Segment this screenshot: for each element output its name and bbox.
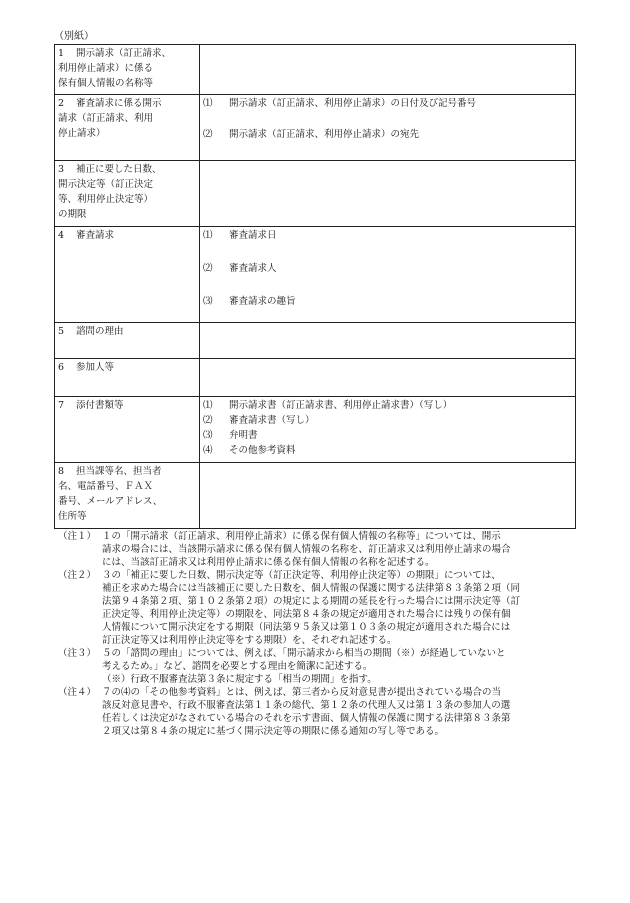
row-label-line: 添付書類等 (76, 400, 124, 411)
note-line: ５の「諮問の理由」については、例えば、「開示請求から相当の期間（※）が経過していないと (102, 648, 506, 659)
note-1 (58, 530, 580, 569)
row-label-line: 補正に要した日数、 (76, 164, 162, 175)
note-label: （注３） (58, 648, 97, 659)
row-label-line: 担当課等名、担当者 (76, 466, 162, 477)
form-row-5 (55, 323, 576, 359)
row-number: 3 (58, 164, 65, 175)
note-line: には、当該訂正請求又は利用停止請求に係る保有個人情報の名称を記述する。 (102, 557, 435, 568)
row-label-line: 開示決定等（訂正決定 (58, 179, 154, 190)
row-number: 6 (58, 362, 65, 373)
row-3-value (200, 161, 576, 227)
consultation-form-table (54, 44, 576, 529)
row-label-line: 住所等 (58, 511, 87, 522)
sub-item: ⑶ 審査請求の趣旨 (203, 296, 296, 307)
note-2 (58, 569, 580, 647)
sub-item: ⑴ 開示請求（訂正請求、利用停止請求）の日付及び記号番号 (203, 98, 477, 109)
form-row-1 (55, 45, 576, 95)
row-label-line: 審査請求 (76, 230, 115, 241)
row-2-value (200, 95, 576, 161)
sub-item: ⑴ 審査請求日 (203, 230, 277, 241)
row-3-label (55, 161, 200, 227)
row-number: 8 (58, 466, 65, 477)
note-label: （注４） (58, 687, 97, 698)
row-number: 1 (58, 48, 65, 59)
row-1-label (55, 45, 200, 95)
form-row-6 (55, 359, 576, 397)
form-row-3 (55, 161, 576, 227)
note-line: ７の⑷の「その他参考資料」とは、例えば、第三者から反対意見書が提出されている場合の当 (102, 687, 502, 698)
row-2-label (55, 95, 200, 161)
sub-item: ⑵ 審査請求人 (203, 263, 277, 274)
row-label-line: 審査請求に係る開示 (76, 98, 162, 109)
note-label: （注２） (58, 570, 97, 581)
row-number: 2 (58, 98, 65, 109)
row-label-line: 利用停止請求）に係る (58, 63, 154, 74)
row-4-label (55, 227, 200, 323)
form-row-8 (55, 463, 576, 529)
row-number: 7 (58, 400, 65, 411)
row-8-label (55, 463, 200, 529)
note-line: １の「開示請求（訂正請求、利用停止請求）に係る保有個人情報の名称等」については、開示 (102, 531, 501, 542)
row-label-line: 等、利用停止決定等） (58, 194, 154, 205)
form-row-2 (55, 95, 576, 161)
note-line: 考えるため。」など、諮問を必要とする理由を簡潔に記述する。 (102, 661, 373, 672)
row-label-line: 停止請求） (58, 128, 106, 139)
form-row-7 (55, 397, 576, 463)
note-label: （注１） (58, 531, 97, 542)
row-label-line: の期限 (58, 209, 87, 220)
note-line: 正決定等、利用停止決定等）の期限を、同法第８４条の規定が適用された場合には残りの保有個 (102, 609, 511, 620)
row-5-value (200, 323, 576, 359)
note-line: ２項又は第８４条の規定に基づく開示決定等の期限に係る通知の写し等である。 (102, 726, 445, 737)
row-label-line: 諮問の理由 (76, 326, 124, 337)
row-4-value (200, 227, 576, 323)
sub-item: ⑵ 審査請求書（写し） (203, 415, 315, 426)
row-number: 5 (58, 326, 65, 337)
row-label-line: 番号、メールアドレス、 (58, 496, 163, 507)
note-4 (58, 686, 580, 738)
note-line: 補正を求めた場合には当該補正に要した日数を、個人情報の保護に関する法律第８３条第２項（同 (102, 583, 521, 594)
row-label-line: 開示請求（訂正請求、 (76, 48, 172, 59)
note-line: 法第９４条第２項、第１０２条第２項）の規定による期間の延長を行った場合には開示決定等（訂 (102, 596, 521, 607)
note-line: 該反対意見書や、行政不服審査法第１１条の総代、第１２条の代理人又は第１３条の参加人の選 (102, 700, 511, 711)
row-8-value (200, 463, 576, 529)
sub-item: ⑵ 開示請求（訂正請求、利用停止請求）の宛先 (203, 129, 420, 140)
note-line: 請求の場合には、当該開示請求に係る保有個人情報の名称を、訂正請求又は利用停止請求の場合 (102, 544, 511, 555)
row-label-line: 保有個人情報の名称等 (58, 78, 154, 89)
attachment-label: （別紙） (54, 31, 94, 42)
row-label-line: 参加人等 (76, 362, 115, 373)
row-1-value (200, 45, 576, 95)
sub-item: ⑷ その他参考資料 (203, 445, 296, 456)
note-line: （※）行政不服審査法第３条に規定する「相当の期間」を指す。 (102, 674, 377, 685)
row-5-label (55, 323, 200, 359)
row-6-value (200, 359, 576, 397)
row-label-line: 名、電話番号、ＦＡＸ (58, 481, 154, 492)
note-line: 訂正決定等又は利用停止決定等をする期限）を、それぞれ記述する。 (102, 635, 397, 646)
row-label-line: 請求（訂正請求、利用 (58, 113, 154, 124)
row-7-value (200, 397, 576, 463)
row-6-label (55, 359, 200, 397)
note-3 (58, 647, 580, 686)
note-line: 任若しくは決定がなされている場合のそれを示す書面、個人情報の保護に関する法律第８３条第 (102, 713, 511, 724)
sub-item: ⑴ 開示請求書（訂正請求書、利用停止請求書）（写し） (203, 400, 453, 411)
sub-item: ⑶ 弁明書 (203, 430, 258, 441)
note-line: 人情報について開示決定をする期限（同法第９５条又は第１０３条の規定が適用された場合には (102, 622, 511, 633)
form-row-4 (55, 227, 576, 323)
row-number: 4 (58, 230, 65, 241)
note-line: ３の「補正に要した日数、開示決定等（訂正決定等、利用停止決定等）の期限」については、 (102, 570, 501, 581)
notes-section (58, 530, 580, 738)
row-7-label (55, 397, 200, 463)
